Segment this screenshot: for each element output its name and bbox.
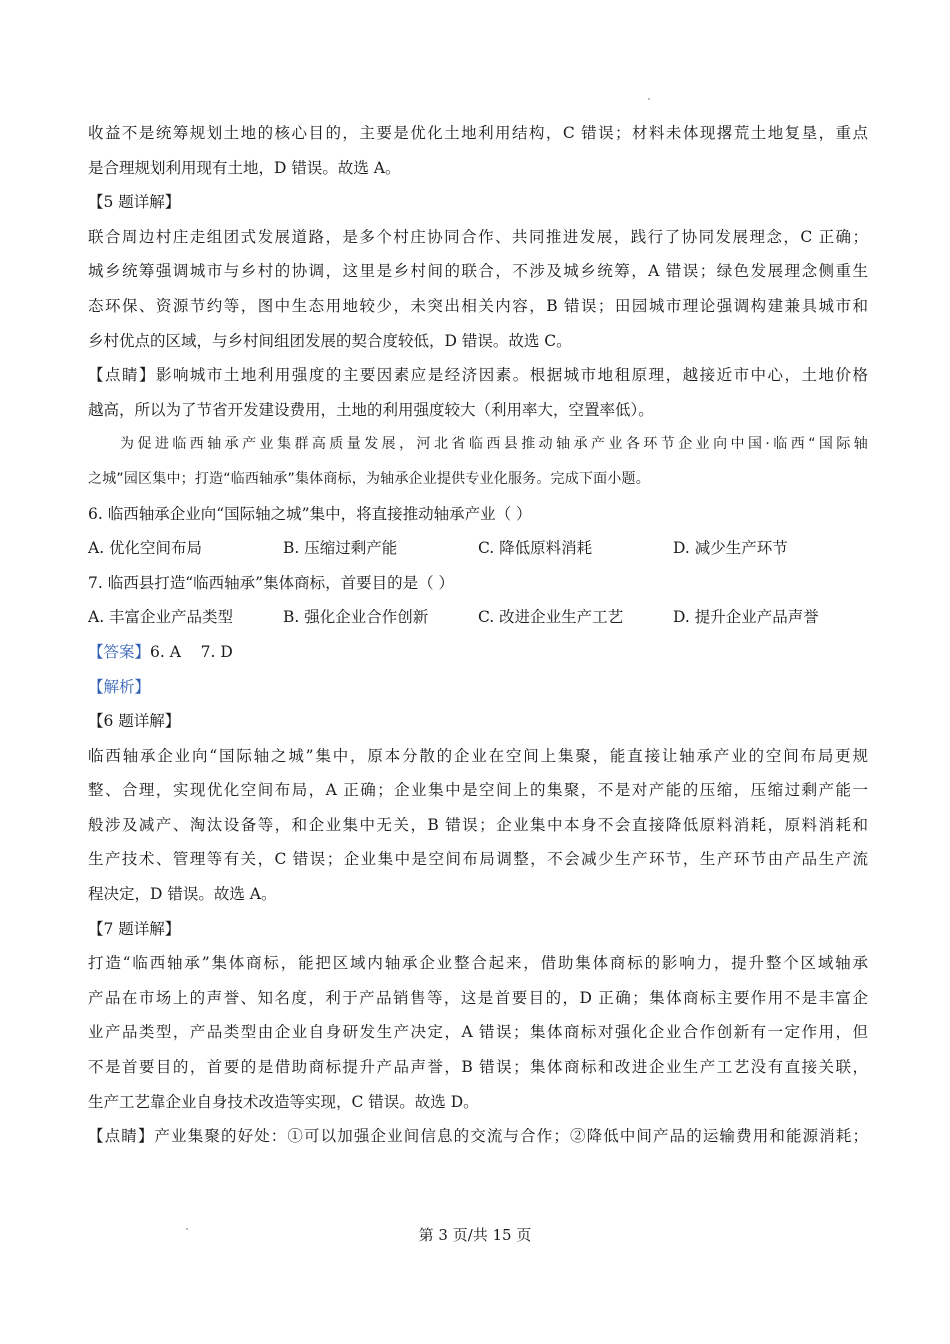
question-6-options <box>88 531 868 566</box>
body-line: 收益不是统筹规划土地的核心目的，主要是优化土地利用结构，C 错误；材料未体现撂荒土地复垦，重点 <box>88 124 868 142</box>
q5-detail-heading: 【5 题详解】 <box>88 193 181 212</box>
answer-text: 6. A 7. D <box>150 642 233 661</box>
option-d: D. 提升企业产品声誉 <box>673 608 819 627</box>
body-line: 临西轴承企业向“国际轴之城”集中，原本分散的企业在空间上集聚，能直接让轴承产业的空间布局更规 <box>88 746 868 765</box>
option-c: C. 改进企业生产工艺 <box>478 608 624 627</box>
body-line: 是合理规划利用现有土地，D 错误。故选 A。 <box>88 158 401 177</box>
body-line: 不是首要目的，首要的是借助商标提升产品声誉，B 错误；集体商标和改进企业生产工艺没有直接关联， <box>88 1058 868 1077</box>
answer-label: 【答案】 <box>88 642 151 661</box>
page-number: 第 3 页/共 15 页 <box>418 1226 532 1244</box>
q7-detail-heading: 【7 题详解】 <box>88 919 181 938</box>
body-line: 般涉及减产、淘汰设备等，和企业集中无关，B 错误；企业集中本身不会直接降低原料消耗，原料消耗和 <box>88 815 868 834</box>
dianjing-line: 越高，所以为了节省开发建设费用，土地的利用强度较大（利用率大，空置率低）。 <box>88 400 654 419</box>
option-b: B. 强化企业合作创新 <box>283 608 429 627</box>
body-line: 打造“临西轴承”集体商标，能把区域内轴承企业整合起来，借助集体商标的影响力，提升整个区域轴承 <box>88 954 868 973</box>
body-line: 联合周边村庄走组团式发展道路，是多个村庄协同合作、共同推进发展，践行了协同发展理念，C 正确； <box>88 227 868 246</box>
body-line: 业产品类型，产品类型由企业自身研发生产决定，A 错误；集体商标对强化企业合作创新有一定作用，但 <box>88 1023 868 1042</box>
question-7-options <box>88 600 868 635</box>
material-intro-line: 之城”园区集中；打造“临西轴承”集体商标，为轴承企业提供专业化服务。完成下面小题。 <box>88 470 650 487</box>
material-intro-line: 为促进临西轴承产业集群高质量发展，河北省临西县推动轴承产业各环节企业向中国·临西“国际轴 <box>120 436 868 453</box>
body-line: 生产工艺靠企业自身技术改造等实现，C 错误。故选 D。 <box>88 1092 479 1111</box>
answer-line <box>88 635 868 670</box>
body-line: 生产技术、管理等有关，C 错误；企业集中是空间布局调整，不会减少生产环节，生产环节由产品生产流 <box>88 850 868 869</box>
option-a: A. 丰富企业产品类型 <box>88 608 234 627</box>
option-c: C. 降低原料消耗 <box>478 539 593 558</box>
option-b: B. 压缩过剩产能 <box>283 539 398 558</box>
page-content <box>88 116 868 1154</box>
scan-speck <box>648 98 650 100</box>
body-line: 产品在市场上的声誉、知名度，利于产品销售等，这是首要目的，D 正确；集体商标主要作用不是丰富企 <box>88 988 868 1007</box>
dianjing-line: 【点睛】产业集聚的好处：①可以加强企业间信息的交流与合作；②降低中间产品的运输费用和能源消耗； <box>88 1127 868 1146</box>
q6-detail-heading: 【6 题详解】 <box>88 712 181 731</box>
body-line: 整、合理，实现优化空间布局，A 正确；企业集中是空间上的集聚，不是对产能的压缩，压缩过剩产能一 <box>88 781 868 800</box>
question-7-stem: 7. 临西县打造“临西轴承”集体商标，首要目的是（ ） <box>88 573 454 592</box>
option-a: A. 优化空间布局 <box>88 539 203 558</box>
body-line: 程决定，D 错误。故选 A。 <box>88 885 277 904</box>
body-line: 态环保、资源节约等，图中生态用地较少，未突出相关内容，B 错误；田园城市理论强调构建兼具城市和 <box>88 296 868 315</box>
question-6-stem: 6. 临西轴承企业向“国际轴之城”集中，将直接推动轴承产业（ ） <box>88 504 532 523</box>
dianjing-line: 【点睛】影响城市土地利用强度的主要因素应是经济因素。根据城市地租原理，越接近市中心，土地价格 <box>88 366 868 385</box>
body-line: 城乡统筹强调城市与乡村的协调，这里是乡村间的联合，不涉及城乡统筹，A 错误；绿色发展理念侧重生 <box>88 262 868 281</box>
body-line: 乡村优点的区域，与乡村间组团发展的契合度较低，D 错误。故选 C。 <box>88 331 572 350</box>
option-d: D. 减少生产环节 <box>673 539 788 558</box>
analysis-label: 【解析】 <box>88 677 151 696</box>
